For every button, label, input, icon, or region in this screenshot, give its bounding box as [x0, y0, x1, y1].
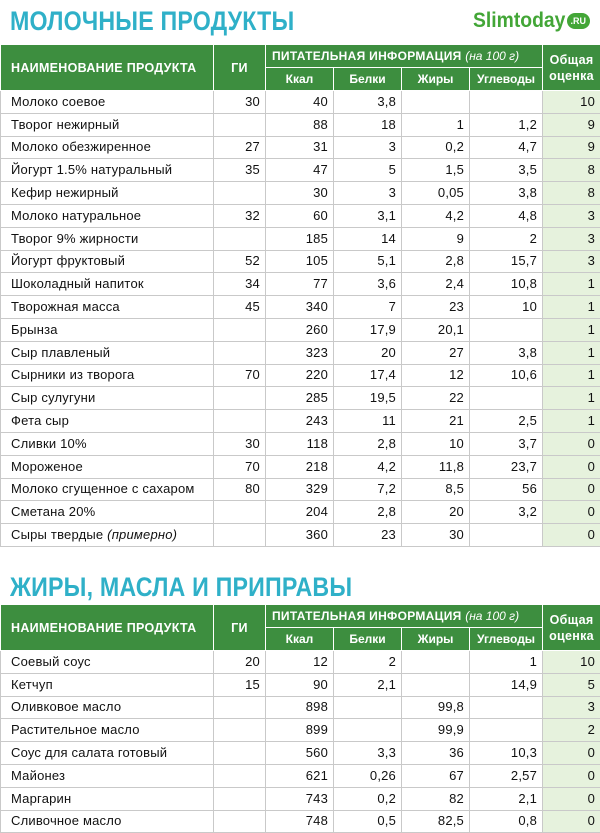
table-row: [1, 410, 600, 433]
fat-cell: 0,05: [402, 182, 470, 205]
carbs-cell: 1: [470, 651, 543, 674]
fat-cell: 10: [402, 432, 470, 455]
header-per-100g: (на 100 г): [465, 609, 519, 623]
product-name: Соевый соус: [11, 654, 91, 669]
product-name: Творог 9% жирности: [11, 231, 139, 246]
score-cell: 0: [543, 432, 600, 455]
gi-cell: [214, 719, 266, 742]
fat-cell: 0,2: [402, 136, 470, 159]
gi-cell: 20: [214, 651, 266, 674]
table-row: [1, 387, 600, 410]
product-name-cell: [1, 478, 214, 501]
kcal-cell: 105: [266, 250, 334, 273]
product-name: Кефир нежирный: [11, 185, 119, 200]
protein-cell: 14: [334, 227, 402, 250]
table-row: [1, 91, 600, 114]
kcal-cell: 77: [266, 273, 334, 296]
fat-cell: 23: [402, 296, 470, 319]
header-nutrition: [266, 605, 543, 628]
product-name-cell: [1, 318, 214, 341]
kcal-cell: 260: [266, 318, 334, 341]
product-name-cell: [1, 91, 214, 114]
gi-cell: [214, 387, 266, 410]
protein-cell: 2,8: [334, 501, 402, 524]
kcal-cell: 748: [266, 810, 334, 833]
table-row: [1, 432, 600, 455]
product-name: Сливочное масло: [11, 813, 122, 828]
kcal-cell: 204: [266, 501, 334, 524]
gi-cell: [214, 742, 266, 765]
product-name: Сыр сулугуни: [11, 390, 95, 405]
fat-cell: 2,4: [402, 273, 470, 296]
kcal-cell: 60: [266, 204, 334, 227]
table-row: [1, 250, 600, 273]
dairy-section-title: МОЛОЧНЫЕ ПРОДУКТЫ: [10, 6, 294, 37]
carbs-cell: 10: [470, 296, 543, 319]
kcal-cell: 243: [266, 410, 334, 433]
kcal-cell: 323: [266, 341, 334, 364]
header-per-100g: (на 100 г): [465, 49, 519, 63]
kcal-cell: 220: [266, 364, 334, 387]
score-cell: 0: [543, 478, 600, 501]
score-cell: 8: [543, 159, 600, 182]
score-cell: 10: [543, 91, 600, 114]
score-cell: 1: [543, 364, 600, 387]
protein-cell: 3,6: [334, 273, 402, 296]
table-row: [1, 341, 600, 364]
header-score-line1: Общая: [550, 53, 594, 67]
score-cell: 2: [543, 719, 600, 742]
fat-cell: 82,5: [402, 810, 470, 833]
kcal-cell: 621: [266, 764, 334, 787]
fats-section-title: ЖИРЫ, МАСЛА И ПРИПРАВЫ: [10, 572, 352, 603]
table-row: [1, 318, 600, 341]
product-name: Оливковое масло: [11, 699, 121, 714]
score-cell: 3: [543, 696, 600, 719]
header-fat: Жиры: [402, 68, 470, 91]
product-name-cell: [1, 764, 214, 787]
kcal-cell: 47: [266, 159, 334, 182]
gi-cell: [214, 113, 266, 136]
carbs-cell: 23,7: [470, 455, 543, 478]
fat-cell: 21: [402, 410, 470, 433]
kcal-cell: 329: [266, 478, 334, 501]
score-cell: 9: [543, 136, 600, 159]
header-gi: ГИ: [214, 605, 266, 651]
table-row: [1, 227, 600, 250]
protein-cell: 2,1: [334, 673, 402, 696]
product-name-cell: [1, 810, 214, 833]
carbs-cell: 2,5: [470, 410, 543, 433]
kcal-cell: 218: [266, 455, 334, 478]
score-cell: 5: [543, 673, 600, 696]
fat-cell: 9: [402, 227, 470, 250]
table-row: [1, 136, 600, 159]
dairy-table: [0, 44, 600, 547]
product-name: Молоко соевое: [11, 94, 105, 109]
product-name-cell: [1, 136, 214, 159]
gi-cell: 45: [214, 296, 266, 319]
protein-cell: 19,5: [334, 387, 402, 410]
gi-cell: [214, 341, 266, 364]
header-score: [543, 605, 600, 651]
gi-cell: 34: [214, 273, 266, 296]
protein-cell: 7,2: [334, 478, 402, 501]
product-name: Кетчуп: [11, 677, 53, 692]
table-row: [1, 764, 600, 787]
header-kcal: Ккал: [266, 68, 334, 91]
score-cell: 3: [543, 250, 600, 273]
header-nutrition: [266, 45, 543, 68]
carbs-cell: 0,8: [470, 810, 543, 833]
product-name: Йогурт 1.5% натуральный: [11, 162, 172, 177]
product-name-cell: [1, 719, 214, 742]
kcal-cell: 360: [266, 524, 334, 547]
kcal-cell: 743: [266, 787, 334, 810]
product-name: Сыр плавленый: [11, 345, 110, 360]
product-name-cell: [1, 250, 214, 273]
product-name-cell: [1, 742, 214, 765]
header-nutrition-label: ПИТАТЕЛЬНАЯ ИНФОРМАЦИЯ: [272, 49, 462, 63]
kcal-cell: 899: [266, 719, 334, 742]
carbs-cell: 56: [470, 478, 543, 501]
header-score: [543, 45, 600, 91]
gi-cell: 32: [214, 204, 266, 227]
fat-cell: 12: [402, 364, 470, 387]
score-cell: 10: [543, 651, 600, 674]
protein-cell: [334, 696, 402, 719]
product-name: Растительное масло: [11, 722, 140, 737]
kcal-cell: 118: [266, 432, 334, 455]
product-name: Шоколадный напиток: [11, 276, 144, 291]
kcal-cell: 30: [266, 182, 334, 205]
product-name: Молоко сгущенное с сахаром: [11, 481, 195, 496]
header-carbs: Углеводы: [470, 68, 543, 91]
product-name-cell: [1, 387, 214, 410]
protein-cell: 3,8: [334, 91, 402, 114]
product-name: Майонез: [11, 768, 65, 783]
fat-cell: [402, 651, 470, 674]
header-name: НАИМЕНОВАНИЕ ПРОДУКТА: [1, 605, 214, 651]
carbs-cell: 3,5: [470, 159, 543, 182]
product-name-cell: [1, 273, 214, 296]
score-cell: 0: [543, 455, 600, 478]
table-row: [1, 810, 600, 833]
score-cell: 0: [543, 787, 600, 810]
protein-cell: [334, 719, 402, 742]
score-cell: 0: [543, 810, 600, 833]
header-score-line1: Общая: [550, 613, 594, 627]
score-cell: 0: [543, 524, 600, 547]
carbs-cell: 3,8: [470, 182, 543, 205]
gi-cell: 52: [214, 250, 266, 273]
product-name-cell: [1, 159, 214, 182]
header-gi: ГИ: [214, 45, 266, 91]
score-cell: 0: [543, 742, 600, 765]
protein-cell: 3,3: [334, 742, 402, 765]
gi-cell: 30: [214, 91, 266, 114]
table-row: [1, 204, 600, 227]
product-name: Мороженое: [11, 459, 83, 474]
table-row: [1, 296, 600, 319]
fat-cell: 20: [402, 501, 470, 524]
product-name-cell: [1, 364, 214, 387]
gi-cell: [214, 810, 266, 833]
gi-cell: 35: [214, 159, 266, 182]
product-name: Сметана 20%: [11, 504, 95, 519]
product-name: Молоко натуральное: [11, 208, 141, 223]
gi-cell: 80: [214, 478, 266, 501]
protein-cell: 17,9: [334, 318, 402, 341]
table-row: [1, 501, 600, 524]
fats-table: [0, 604, 600, 833]
product-name-cell: [1, 410, 214, 433]
product-name: Брынза: [11, 322, 58, 337]
product-name: Творожная масса: [11, 299, 120, 314]
carbs-cell: 4,7: [470, 136, 543, 159]
product-name-cell: [1, 341, 214, 364]
header-protein: Белки: [334, 68, 402, 91]
header-carbs: Углеводы: [470, 628, 543, 651]
table-row: [1, 719, 600, 742]
product-name-cell: [1, 227, 214, 250]
product-name-cell: [1, 455, 214, 478]
kcal-cell: 40: [266, 91, 334, 114]
product-name-cell: [1, 673, 214, 696]
protein-cell: 3: [334, 136, 402, 159]
table-row: [1, 696, 600, 719]
protein-cell: 0,26: [334, 764, 402, 787]
table-row: [1, 742, 600, 765]
carbs-cell: [470, 387, 543, 410]
fat-cell: 67: [402, 764, 470, 787]
fat-cell: 11,8: [402, 455, 470, 478]
product-name: Сыры твердые: [11, 527, 103, 542]
protein-cell: 0,5: [334, 810, 402, 833]
product-name-cell: [1, 651, 214, 674]
table-row: [1, 113, 600, 136]
table-row: [1, 455, 600, 478]
gi-cell: 70: [214, 455, 266, 478]
score-cell: 0: [543, 764, 600, 787]
gi-cell: [214, 524, 266, 547]
carbs-cell: 2,1: [470, 787, 543, 810]
header-nutrition-label: ПИТАТЕЛЬНАЯ ИНФОРМАЦИЯ: [272, 609, 462, 623]
score-cell: 9: [543, 113, 600, 136]
carbs-cell: [470, 91, 543, 114]
table-row: [1, 273, 600, 296]
carbs-cell: 10,6: [470, 364, 543, 387]
table-row: [1, 673, 600, 696]
protein-cell: 5: [334, 159, 402, 182]
gi-cell: [214, 501, 266, 524]
slimtoday-logo[interactable]: [465, 8, 590, 34]
score-cell: 3: [543, 204, 600, 227]
table-row: [1, 182, 600, 205]
gi-cell: [214, 787, 266, 810]
gi-cell: 27: [214, 136, 266, 159]
product-name: Фета сыр: [11, 413, 69, 428]
fat-cell: 20,1: [402, 318, 470, 341]
table-row: [1, 159, 600, 182]
header-fat: Жиры: [402, 628, 470, 651]
fat-cell: [402, 91, 470, 114]
protein-cell: 2: [334, 651, 402, 674]
protein-cell: 18: [334, 113, 402, 136]
carbs-cell: [470, 696, 543, 719]
product-name: Творог нежирный: [11, 117, 119, 132]
table-row: [1, 524, 600, 547]
protein-cell: 23: [334, 524, 402, 547]
carbs-cell: 4,8: [470, 204, 543, 227]
product-name: Молоко обезжиренное: [11, 139, 151, 154]
logo-badge: .RU: [567, 13, 591, 29]
protein-cell: 3: [334, 182, 402, 205]
header-name: НАИМЕНОВАНИЕ ПРОДУКТА: [1, 45, 214, 91]
fat-cell: 1,5: [402, 159, 470, 182]
gi-cell: [214, 410, 266, 433]
carbs-cell: 3,8: [470, 341, 543, 364]
score-cell: 1: [543, 273, 600, 296]
carbs-cell: 14,9: [470, 673, 543, 696]
product-note: (примерно): [107, 527, 177, 542]
protein-cell: 2,8: [334, 432, 402, 455]
carbs-cell: 2,57: [470, 764, 543, 787]
carbs-cell: 10,8: [470, 273, 543, 296]
protein-cell: 3,1: [334, 204, 402, 227]
product-name: Сырники из творога: [11, 367, 135, 382]
fat-cell: [402, 673, 470, 696]
protein-cell: 7: [334, 296, 402, 319]
fat-cell: 2,8: [402, 250, 470, 273]
kcal-cell: 88: [266, 113, 334, 136]
product-name-cell: [1, 296, 214, 319]
table-row: [1, 651, 600, 674]
kcal-cell: 12: [266, 651, 334, 674]
score-cell: 0: [543, 501, 600, 524]
fat-cell: 22: [402, 387, 470, 410]
score-cell: 1: [543, 387, 600, 410]
kcal-cell: 560: [266, 742, 334, 765]
gi-cell: 70: [214, 364, 266, 387]
header-protein: Белки: [334, 628, 402, 651]
product-name-cell: [1, 524, 214, 547]
carbs-cell: 15,7: [470, 250, 543, 273]
kcal-cell: 340: [266, 296, 334, 319]
fat-cell: 27: [402, 341, 470, 364]
table-row: [1, 364, 600, 387]
fat-cell: 99,9: [402, 719, 470, 742]
gi-cell: [214, 182, 266, 205]
carbs-cell: 10,3: [470, 742, 543, 765]
product-name: Сливки 10%: [11, 436, 87, 451]
protein-cell: 5,1: [334, 250, 402, 273]
header-kcal: Ккал: [266, 628, 334, 651]
carbs-cell: 3,2: [470, 501, 543, 524]
fat-cell: 1: [402, 113, 470, 136]
table-row: [1, 787, 600, 810]
carbs-cell: 1,2: [470, 113, 543, 136]
carbs-cell: 2: [470, 227, 543, 250]
product-name-cell: [1, 432, 214, 455]
fat-cell: 8,5: [402, 478, 470, 501]
carbs-cell: [470, 318, 543, 341]
kcal-cell: 285: [266, 387, 334, 410]
product-name-cell: [1, 501, 214, 524]
score-cell: 8: [543, 182, 600, 205]
product-name-cell: [1, 113, 214, 136]
score-cell: 1: [543, 296, 600, 319]
fat-cell: 36: [402, 742, 470, 765]
fat-cell: 99,8: [402, 696, 470, 719]
gi-cell: [214, 764, 266, 787]
product-name-cell: [1, 204, 214, 227]
fat-cell: 82: [402, 787, 470, 810]
protein-cell: 17,4: [334, 364, 402, 387]
gi-cell: [214, 227, 266, 250]
table-row: [1, 478, 600, 501]
score-cell: 1: [543, 410, 600, 433]
logo-text: Slimtoday: [473, 9, 565, 33]
product-name-cell: [1, 787, 214, 810]
protein-cell: 4,2: [334, 455, 402, 478]
product-name: Маргарин: [11, 791, 71, 806]
kcal-cell: 898: [266, 696, 334, 719]
gi-cell: [214, 318, 266, 341]
product-name-cell: [1, 182, 214, 205]
gi-cell: [214, 696, 266, 719]
kcal-cell: 31: [266, 136, 334, 159]
product-name: Йогурт фруктовый: [11, 253, 125, 268]
protein-cell: 20: [334, 341, 402, 364]
product-name: Соус для салата готовый: [11, 745, 167, 760]
score-cell: 1: [543, 341, 600, 364]
header-score-line2: оценка: [549, 69, 594, 83]
fat-cell: 4,2: [402, 204, 470, 227]
protein-cell: 11: [334, 410, 402, 433]
kcal-cell: 90: [266, 673, 334, 696]
carbs-cell: [470, 719, 543, 742]
fat-cell: 30: [402, 524, 470, 547]
protein-cell: 0,2: [334, 787, 402, 810]
gi-cell: 15: [214, 673, 266, 696]
gi-cell: 30: [214, 432, 266, 455]
product-name-cell: [1, 696, 214, 719]
score-cell: 1: [543, 318, 600, 341]
kcal-cell: 185: [266, 227, 334, 250]
score-cell: 3: [543, 227, 600, 250]
carbs-cell: 3,7: [470, 432, 543, 455]
header-score-line2: оценка: [549, 629, 594, 643]
carbs-cell: [470, 524, 543, 547]
